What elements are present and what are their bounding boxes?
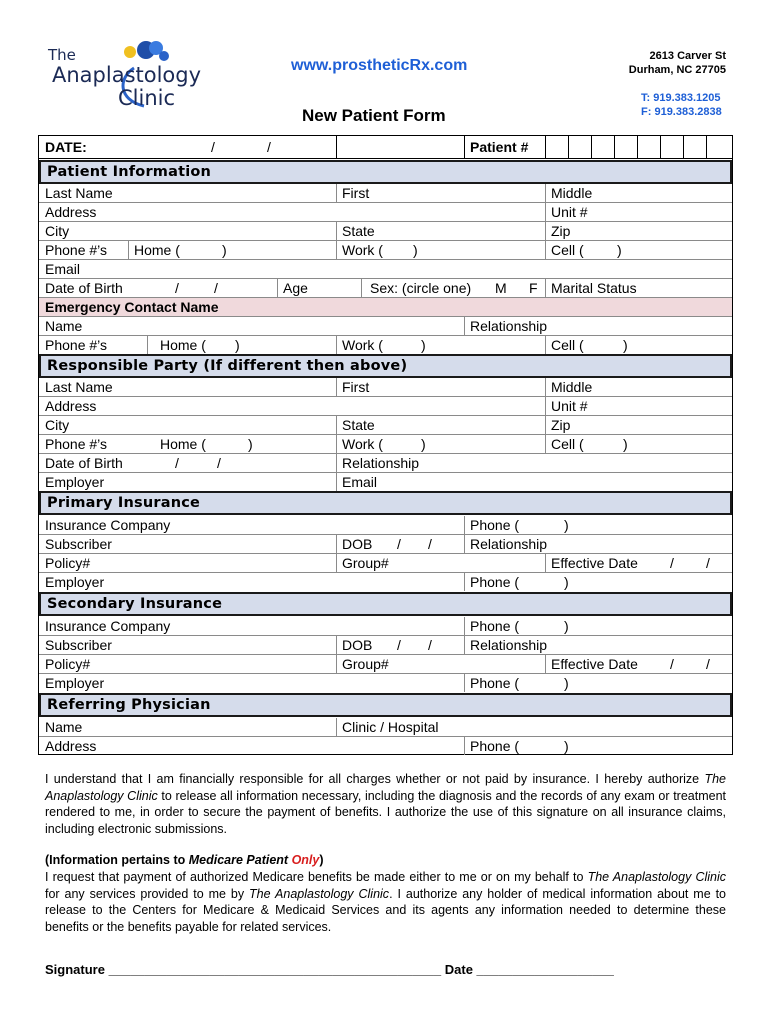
- fax-number: 919.383.2838: [654, 106, 722, 118]
- secondary-eff-slash-1: /: [670, 656, 674, 672]
- secondary-phone-close: ): [564, 618, 569, 634]
- resp-home-label: Home (: [160, 436, 206, 452]
- resp-dob-label: Date of Birth: [45, 455, 123, 471]
- secondary-subscriber-row: [39, 636, 732, 655]
- medicare-text-d: ): [319, 853, 324, 867]
- middle-name-label: Middle: [551, 185, 593, 201]
- work-phone-close: ): [413, 242, 418, 258]
- responsible-phone-row: [39, 435, 732, 454]
- resp-phones-label: Phone #’s: [45, 436, 108, 452]
- consent-text-1a: I understand that I am financially responsible for all charges whether or not paid by insurance. I hereby authorize: [45, 772, 705, 786]
- primary-relationship-label: Relationship: [470, 536, 548, 552]
- resp-address-label: Address: [45, 398, 97, 414]
- primary-subscriber-row: [39, 535, 732, 554]
- state-label: State: [342, 223, 375, 239]
- patient-form: [38, 135, 733, 755]
- consent-text-1b: to release all information necessary, including the diagnosis and the records of any exam or treatment rendered to me, in order to secure the payment of benefits. I authorize the use of this signature on all insurance claims, including electronic submissions.: [45, 788, 726, 836]
- responsible-city-row: [39, 416, 732, 435]
- responsible-dob-row: [39, 454, 732, 473]
- secondary-effective-label: Effective Date: [551, 656, 638, 672]
- cell-phone-label: Cell (: [551, 242, 584, 258]
- primary-phone-label: Phone (: [470, 517, 520, 533]
- medicare-only: Only: [288, 853, 320, 867]
- email-label: Email: [45, 261, 81, 277]
- resp-cell-label: Cell (: [551, 436, 584, 452]
- home-phone-close: ): [222, 242, 227, 258]
- medicare-text-2a: I request that payment of authorized Medicare benefits be made either to me or on my behalf to: [45, 870, 588, 884]
- website-link[interactable]: www.prostheticRx.com: [291, 57, 468, 74]
- referring-name-row: [39, 718, 732, 737]
- resp-last-name-label: Last Name: [45, 379, 113, 395]
- address-line-2: Durham, NC 27705: [628, 64, 726, 76]
- logo-anaplastology: Anaplastology: [52, 63, 202, 87]
- phone-fax: [641, 91, 722, 119]
- patient-city-row: [39, 222, 732, 241]
- phone-label: T:: [641, 92, 651, 104]
- primary-group-label: Group#: [342, 555, 389, 571]
- primary-phone2-close: ): [564, 574, 569, 590]
- primary-eff-slash-2: /: [706, 555, 710, 571]
- secondary-dob-label: DOB: [342, 637, 373, 653]
- resp-dob-slash-2: /: [217, 455, 221, 471]
- medicare-clinic-name-1: The Anaplastology Clinic: [587, 870, 727, 884]
- emergency-cell-label: Cell (: [551, 337, 584, 353]
- primary-dob-slash-2: /: [428, 536, 432, 552]
- patient-phone-row: [39, 241, 732, 260]
- medicare-heading: [45, 852, 726, 869]
- secondary-company-label: Insurance Company: [45, 618, 171, 634]
- responsible-employer-row: [39, 473, 732, 491]
- primary-dob-label: DOB: [342, 536, 373, 552]
- first-name-label: First: [342, 185, 370, 201]
- primary-dob-slash-1: /: [397, 536, 401, 552]
- primary-company-row: [39, 516, 732, 535]
- dob-slash-2: /: [214, 280, 218, 296]
- city-label: City: [45, 223, 70, 239]
- work-phone-label: Work (: [342, 242, 383, 258]
- emergency-contact-header: [39, 298, 732, 317]
- signature-line[interactable]: Signature ______________________________________________ Date ___________________: [45, 962, 614, 977]
- emergency-name-label: Name: [45, 318, 83, 334]
- resp-middle-label: Middle: [551, 379, 593, 395]
- primary-eff-slash-1: /: [670, 555, 674, 571]
- referring-address-label: Address: [45, 738, 97, 754]
- secondary-employer-label: Employer: [45, 675, 105, 691]
- secondary-dob-slash-1: /: [397, 637, 401, 653]
- section-referring-physician: Referring Physician: [39, 693, 732, 717]
- resp-employer-label: Employer: [45, 474, 105, 490]
- medicare-clinic-name-2: The Anaplastology Clinic: [249, 886, 390, 901]
- responsible-name-row: [39, 378, 732, 397]
- secondary-phone2-label: Phone (: [470, 675, 520, 691]
- section-primary-insurance: Primary Insurance: [39, 491, 732, 515]
- sex-m-option[interactable]: M: [495, 280, 507, 296]
- date-row: [39, 136, 732, 159]
- consent-clinic-name: The Anaplastology Clinic: [45, 772, 726, 803]
- medicare-text-a: (Information pertains to: [45, 853, 189, 867]
- referring-address-row: [39, 737, 732, 755]
- patient-number-label: Patient #: [470, 139, 529, 155]
- primary-company-label: Insurance Company: [45, 517, 171, 533]
- phone-number: 919.383.1205: [653, 92, 721, 104]
- logo-the: The: [48, 46, 76, 64]
- emergency-phone-row: [39, 336, 732, 354]
- dob-slash-1: /: [175, 280, 179, 296]
- medicare-paragraph: [45, 869, 726, 935]
- patient-address-row: [39, 203, 732, 222]
- last-name-label: Last Name: [45, 185, 113, 201]
- date-label: DATE:: [45, 139, 87, 155]
- emergency-home-label: Home (: [160, 337, 206, 353]
- emergency-name-row: [39, 317, 732, 336]
- referring-phone-label: Phone (: [470, 738, 520, 754]
- secondary-eff-slash-2: /: [706, 656, 710, 672]
- phones-label: Phone #’s: [45, 242, 108, 258]
- section-responsible-party: Responsible Party (If different then above): [39, 354, 732, 378]
- secondary-phone2-close: ): [564, 675, 569, 691]
- primary-employer-label: Employer: [45, 574, 105, 590]
- resp-relationship-label: Relationship: [342, 455, 420, 471]
- clinic-logo: [48, 38, 208, 118]
- resp-home-close: ): [248, 436, 253, 452]
- medicare-patient: Medicare Patient: [188, 853, 289, 867]
- form-title: New Patient Form: [302, 106, 446, 125]
- primary-effective-label: Effective Date: [551, 555, 638, 571]
- section-secondary-insurance: Secondary Insurance: [39, 592, 732, 616]
- resp-zip-label: Zip: [551, 417, 571, 433]
- unit-label: Unit #: [551, 204, 588, 220]
- secondary-company-row: [39, 617, 732, 636]
- resp-cell-close: ): [623, 436, 628, 452]
- sex-f-option[interactable]: F: [529, 280, 538, 296]
- primary-phone-close: ): [564, 517, 569, 533]
- resp-unit-label: Unit #: [551, 398, 588, 414]
- primary-subscriber-label: Subscriber: [45, 536, 112, 552]
- resp-work-label: Work (: [342, 436, 383, 452]
- emergency-home-close: ): [235, 337, 240, 353]
- secondary-subscriber-label: Subscriber: [45, 637, 112, 653]
- emergency-cell-close: ): [623, 337, 628, 353]
- age-label: Age: [283, 280, 308, 296]
- responsible-address-row: [39, 397, 732, 416]
- sex-label: Sex: (circle one): [370, 280, 472, 296]
- emergency-phones-label: Phone #’s: [45, 337, 108, 353]
- emergency-work-label: Work (: [342, 337, 383, 353]
- primary-employer-row: [39, 573, 732, 591]
- date-slash-2: /: [267, 139, 271, 155]
- financial-responsibility-paragraph: [45, 771, 726, 837]
- secondary-dob-slash-2: /: [428, 637, 432, 653]
- secondary-policy-row: [39, 655, 732, 674]
- marital-status-label: Marital Status: [551, 280, 637, 296]
- cell-phone-close: ): [617, 242, 622, 258]
- resp-email-label: Email: [342, 474, 378, 490]
- home-phone-label: Home (: [134, 242, 180, 258]
- emergency-work-close: ): [421, 337, 426, 353]
- referring-name-label: Name: [45, 719, 83, 735]
- resp-work-close: ): [421, 436, 426, 452]
- patient-dob-row: [39, 279, 732, 298]
- address-line-1: 2613 Carver St: [649, 50, 726, 62]
- logo-clinic: Clinic: [118, 86, 176, 110]
- emergency-relationship-label: Relationship: [470, 318, 548, 334]
- resp-dob-slash-1: /: [175, 455, 179, 471]
- secondary-relationship-label: Relationship: [470, 637, 548, 653]
- referring-phone-close: ): [564, 738, 569, 754]
- secondary-phone-label: Phone (: [470, 618, 520, 634]
- medicare-text-2c: . I authorize any holder of medical information about me to release to the Centers for Medicare & Medicaid Services and its agents any information needed to determine these benefits or the benefits payable for related services.: [45, 886, 727, 934]
- patient-name-row: [39, 184, 732, 203]
- section-patient-information: Patient Information: [39, 160, 732, 184]
- referring-clinic-label: Clinic / Hospital: [342, 719, 439, 735]
- address-label: Address: [45, 204, 97, 220]
- fax-label: F:: [641, 106, 652, 118]
- primary-phone2-label: Phone (: [470, 574, 520, 590]
- resp-city-label: City: [45, 417, 70, 433]
- secondary-employer-row: [39, 674, 732, 692]
- date-slash-1: /: [211, 139, 215, 155]
- clinic-address: [629, 49, 726, 77]
- secondary-group-label: Group#: [342, 656, 389, 672]
- primary-policy-label: Policy#: [45, 555, 91, 571]
- medicare-text-2b: for any services provided to me by: [45, 886, 250, 901]
- emergency-contact-title: Emergency Contact Name: [45, 299, 219, 315]
- patient-email-row: [39, 260, 732, 279]
- dob-label: Date of Birth: [45, 280, 123, 296]
- secondary-policy-label: Policy#: [45, 656, 91, 672]
- zip-label: Zip: [551, 223, 571, 239]
- resp-state-label: State: [342, 417, 375, 433]
- primary-policy-row: [39, 554, 732, 573]
- resp-first-label: First: [342, 379, 370, 395]
